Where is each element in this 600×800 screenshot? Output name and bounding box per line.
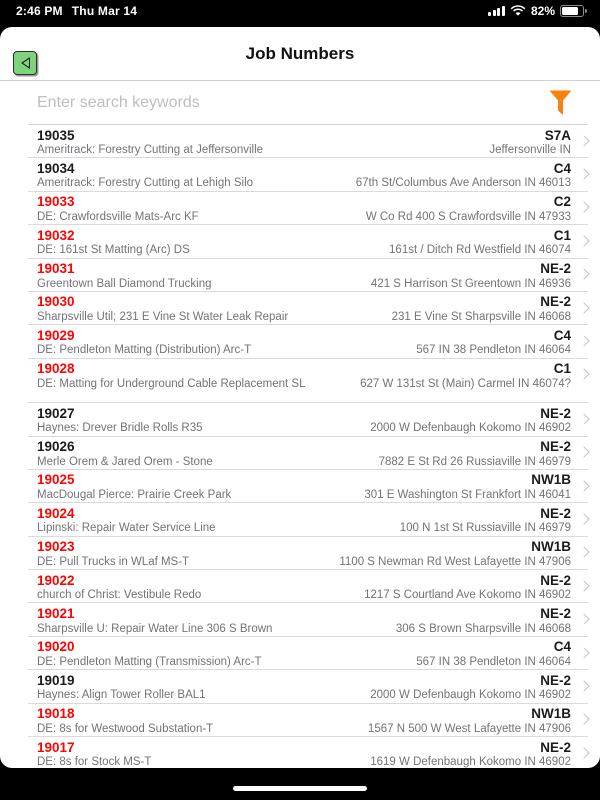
job-description: Ameritrack: Forestry Cutting at Jeffersonville [37,144,264,157]
job-code: C1 [553,227,571,243]
job-main [37,571,364,603]
job-code: NE-2 [540,405,571,421]
job-description: Ameritrack: Forestry Cutting at Lehigh Silo [37,177,254,190]
job-row[interactable] [0,403,600,436]
chevron-right-icon [578,714,589,725]
job-meta [400,504,571,536]
job-code: NW1B [531,472,571,488]
job-description: MacDougal Pierce: Prairie Creek Park [37,488,232,501]
job-row[interactable] [0,570,600,603]
chevron-right-icon [578,269,589,280]
status-time: 2:46 PM [16,4,63,18]
job-description: DE: Pull Trucks in WLaf MS-T [37,555,190,568]
job-meta [379,437,571,469]
job-number: 19027 [37,405,75,421]
chevron-right-icon [578,613,589,624]
job-number: 19017 [37,739,75,755]
job-meta [368,704,571,736]
job-description: DE: Matting for Underground Cable Replacement SL [37,377,306,390]
search-input[interactable] [37,94,539,112]
job-code: NE-2 [540,505,571,521]
job-address: W Co Rd 400 S Crawfordsville IN 47933 [365,210,571,223]
job-row[interactable] [0,603,600,636]
job-meta [339,537,571,569]
job-main [37,604,396,636]
chevron-right-icon [578,413,589,424]
job-meta [366,192,571,224]
job-meta [489,126,571,158]
job-main [37,470,364,502]
job-row[interactable] [0,125,600,158]
nav-bar [0,27,600,81]
job-main [37,126,489,158]
job-number: 19029 [37,327,75,343]
job-description: Greentown Ball Diamond Trucking [37,277,212,290]
job-meta [392,292,571,324]
job-code: NE-2 [540,294,571,310]
job-row[interactable] [0,737,600,768]
job-meta [364,571,571,603]
job-number: 19019 [37,672,75,688]
job-number: 19023 [37,539,75,555]
cellular-signal-icon [488,6,505,16]
job-description: DE: 8s for Westwood Substation-T [37,722,214,735]
job-number: 19035 [37,127,75,143]
job-description: DE: 161st St Matting (Arc) DS [37,244,190,257]
job-meta [371,259,571,291]
funnel-filter-icon[interactable] [549,90,572,116]
job-number: 19018 [37,706,75,722]
chevron-right-icon [578,302,589,313]
job-code: C2 [553,194,571,210]
job-description: Haynes: Drever Bridle Rolls R35 [37,422,203,435]
job-main [37,404,370,436]
job-row[interactable] [0,292,600,325]
job-address: 627 W 131st St (Main) Carmel IN 46074? [360,377,571,390]
job-section [0,125,600,392]
page-title: Job Numbers [245,43,355,63]
job-meta [364,470,571,502]
job-description: Sharpsville U: Repair Water Line 306 S Brown [37,622,273,635]
job-meta [416,637,571,669]
job-row[interactable] [0,359,600,392]
job-description: Sharpsville Util; 231 E Vine St Water Leak Repair [37,311,289,324]
chevron-right-icon [578,369,589,380]
job-code: C1 [553,361,571,377]
job-main [37,259,371,291]
job-address: 161st / Ditch Rd Westfield IN 46074 [389,244,571,257]
job-address: 1567 N 500 W West Lafayette IN 47906 [367,722,571,735]
job-row[interactable] [0,259,600,292]
job-meta [360,359,571,391]
job-description: Haynes: Align Tower Roller BAL1 [37,689,206,702]
job-address: 1217 S Courtland Ave Kokomo IN 46902 [364,589,571,602]
job-address: 567 IN 38 Pendleton IN 46064 [416,344,571,357]
job-main [37,437,379,469]
job-number: 19032 [37,227,75,243]
job-section [0,403,600,768]
job-address: 7882 E St Rd 26 Russiaville IN 46979 [378,455,571,468]
job-number: 19031 [37,261,75,277]
job-row[interactable] [0,503,600,536]
chevron-right-icon [578,135,589,146]
chevron-right-icon [578,480,589,491]
job-number: 19020 [37,639,75,655]
job-code: NE-2 [540,605,571,621]
job-description: DE: 8s for Stock MS-T [37,756,152,768]
chevron-right-icon [578,168,589,179]
job-address: 100 N 1st St Russiaville IN 46979 [399,522,571,535]
job-number: 19024 [37,505,75,521]
chevron-right-icon [578,580,589,591]
job-main [37,537,339,569]
job-meta [356,159,571,191]
job-main [37,359,360,391]
job-row[interactable] [0,225,600,258]
job-meta [396,604,571,636]
job-row[interactable] [0,637,600,670]
chevron-right-icon [578,335,589,346]
job-main [37,326,416,358]
job-meta [389,226,571,258]
job-address: 421 S Harrison St Greentown IN 46936 [370,277,571,290]
chevron-right-icon [578,747,589,758]
job-address: 2000 W Defenbaugh Kokomo IN 46902 [370,422,571,435]
back-triangle-icon [21,57,30,69]
job-number: 19022 [37,572,75,588]
job-main [37,192,366,224]
job-description: DE: Crawfordsville Mats-Arc KF [37,210,199,223]
job-description: DE: Pendleton Matting (Distribution) Arc-T [37,344,252,357]
job-main [37,637,416,669]
job-code: NW1B [531,539,571,555]
job-code: C4 [553,639,571,655]
chevron-right-icon [578,647,589,658]
job-code: NE-2 [540,572,571,588]
search-bar [0,81,600,125]
home-indicator[interactable] [233,786,367,791]
chevron-right-icon [578,513,589,524]
job-description: Lipinski: Repair Water Service Line [37,522,216,535]
job-address: 301 E Washington St Frankfort IN 46041 [364,488,571,501]
job-number: 19034 [37,160,75,176]
job-address: Jeffersonville IN [489,144,571,157]
job-code: NE-2 [540,672,571,688]
job-main [37,704,368,736]
section-gap [0,392,600,403]
job-main [37,226,389,258]
job-description: Merle Orem & Jared Orem - Stone [37,455,213,468]
job-list [0,125,600,768]
job-row[interactable] [0,670,600,703]
job-main [37,159,356,191]
job-row[interactable] [0,192,600,225]
job-main [37,292,392,324]
chevron-right-icon [578,547,589,558]
job-meta [370,738,571,768]
job-code: NE-2 [540,261,571,277]
back-button[interactable] [13,51,37,75]
job-address: 1619 W Defenbaugh Kokomo IN 46902 [370,756,571,768]
job-address: 306 S Brown Sharpsville IN 46068 [395,622,571,635]
job-main [37,738,370,768]
job-address: 231 E Vine St Sharpsville IN 46068 [391,311,571,324]
job-address: 67th St/Columbus Ave Anderson IN 46013 [355,177,571,190]
job-row[interactable] [0,704,600,737]
job-number: 19028 [37,361,75,377]
job-row[interactable] [0,437,600,470]
status-bar [0,0,600,27]
job-number: 19030 [37,294,75,310]
wifi-icon [510,5,526,17]
chevron-right-icon [578,202,589,213]
job-row[interactable] [0,158,600,191]
job-address: 2000 W Defenbaugh Kokomo IN 46902 [370,689,571,702]
job-number: 19025 [37,472,75,488]
job-meta [416,326,571,358]
job-main [37,671,370,703]
job-main [37,504,400,536]
chevron-right-icon [578,680,589,691]
job-code: NE-2 [540,739,571,755]
job-row[interactable] [0,537,600,570]
job-meta [370,671,571,703]
job-address: 567 IN 38 Pendleton IN 46064 [416,655,571,668]
chevron-right-icon [578,235,589,246]
job-number: 19021 [37,605,75,621]
battery-icon [560,5,584,17]
job-row[interactable] [0,470,600,503]
job-code: S7A [544,127,571,143]
job-meta [370,404,571,436]
job-description: DE: Pendleton Matting (Transmission) Arc-T [37,655,262,668]
job-description: church of Christ: Vestibule Redo [37,589,202,602]
app-window [0,27,600,768]
battery-percent: 82% [530,4,555,18]
job-code: NE-2 [540,439,571,455]
job-code: C4 [553,327,571,343]
job-number: 19033 [37,194,75,210]
job-number: 19026 [37,439,75,455]
job-row[interactable] [0,325,600,358]
job-code: NW1B [531,706,571,722]
status-date: Thu Mar 14 [71,4,138,18]
job-code: C4 [553,160,571,176]
job-address: 1100 S Newman Rd West Lafayette IN 47906 [339,555,571,568]
chevron-right-icon [578,447,589,458]
